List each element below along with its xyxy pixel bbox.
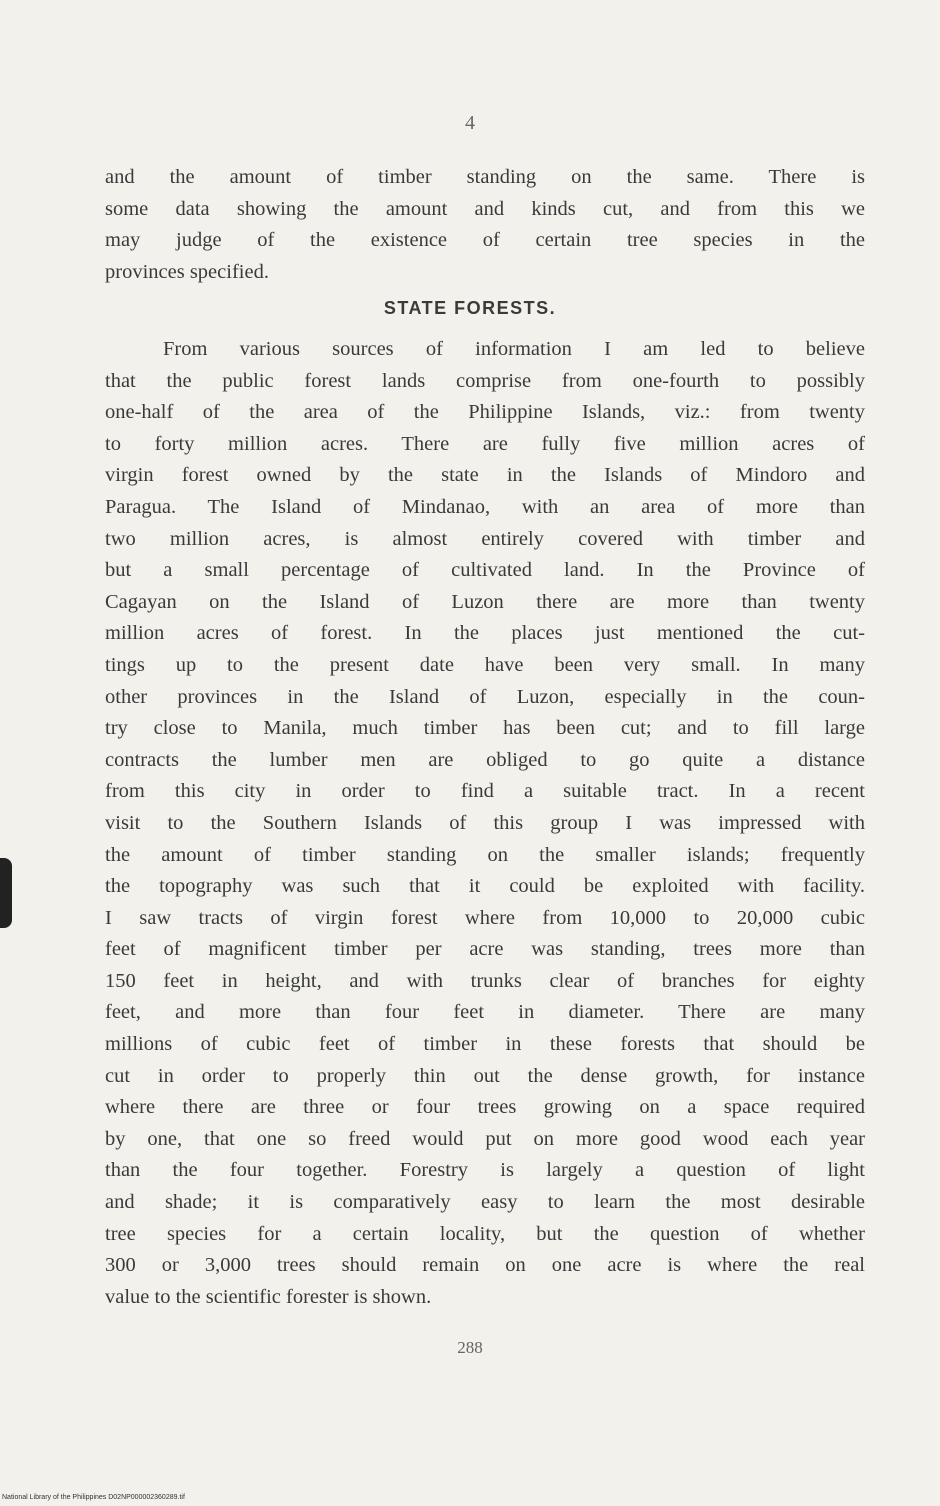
binding-edge-mark bbox=[0, 858, 12, 928]
text-line: where there are three or four trees growing on a space required bbox=[105, 1096, 865, 1119]
text-line: provinces specified. bbox=[105, 260, 269, 283]
text-line: feet of magnificent timber per acre was standing, trees more than bbox=[105, 938, 865, 961]
text-line: the amount of timber standing on the smaller islands; frequently bbox=[105, 843, 865, 866]
text-line: From various sources of information I am led to believe bbox=[163, 338, 865, 360]
text-line: and shade; it is comparatively easy to learn the most desirable bbox=[105, 1191, 865, 1214]
text-line: two million acres, is almost entirely covered with timber and bbox=[105, 527, 865, 550]
text-line: 150 feet in height, and with trunks clear of branches for eighty bbox=[105, 969, 865, 992]
text-line: the topography was such that it could be exploited with facility. bbox=[105, 875, 865, 898]
folio-number: 288 bbox=[457, 1338, 483, 1357]
text-line: from this city in order to find a suitable tract. In a recent bbox=[105, 780, 865, 803]
text-line: some data showing the amount and kinds cut, and from this we bbox=[105, 197, 865, 220]
text-line: tings up to the present date have been very small. In many bbox=[105, 653, 865, 676]
section-heading: STATE FORESTS. bbox=[383, 298, 557, 318]
text-line: that the public forest lands comprise from one-fourth to possibly bbox=[105, 369, 865, 392]
intro-paragraph bbox=[105, 162, 865, 288]
text-line: Cagayan on the Island of Luzon there are more than twenty bbox=[105, 590, 865, 613]
text-line: but a small percentage of cultivated land. In the Province of bbox=[105, 559, 865, 582]
text-line: 300 or 3,000 trees should remain on one acre is where the real bbox=[105, 1254, 865, 1277]
text-line: I saw tracts of virgin forest where from 10,000 to 20,000 cubic bbox=[105, 906, 865, 929]
text-line: tree species for a certain locality, but the question of whether bbox=[105, 1222, 865, 1245]
text-line: million acres of forest. In the places just mentioned the cut- bbox=[105, 622, 865, 645]
text-line: by one, that one so freed would put on more good wood each year bbox=[105, 1127, 865, 1150]
text-line: contracts the lumber men are obliged to go quite a distance bbox=[105, 748, 865, 771]
scan-footer-tag: National Library of the Philippines D02NP000002360289.tif bbox=[2, 1494, 185, 1501]
text-line: than the four together. Forestry is largely a question of light bbox=[105, 1159, 865, 1182]
body-paragraph bbox=[105, 334, 865, 1313]
text-line: may judge of the existence of certain tree species in the bbox=[105, 229, 865, 252]
text-line: cut in order to properly thin out the dense growth, for instance bbox=[105, 1064, 865, 1087]
text-line: one-half of the area of the Philippine Islands, viz.: from twenty bbox=[105, 401, 865, 424]
text-line: other provinces in the Island of Luzon, especially in the coun- bbox=[105, 685, 865, 708]
text-line: value to the scientific forester is shown. bbox=[105, 1285, 432, 1308]
text-line: and the amount of timber standing on the same. There is bbox=[105, 166, 865, 188]
text-line: virgin forest owned by the state in the Islands of Mindoro and bbox=[105, 464, 865, 487]
text-line: to forty million acres. There are fully five million acres of bbox=[105, 432, 865, 455]
page-number: 4 bbox=[465, 112, 475, 134]
text-line: millions of cubic feet of timber in these forests that should be bbox=[105, 1033, 865, 1056]
text-line: Paragua. The Island of Mindanao, with an area of more than bbox=[105, 495, 865, 518]
text-line: try close to Manila, much timber has been cut; and to fill large bbox=[105, 717, 865, 740]
text-line: visit to the Southern Islands of this group I was impressed with bbox=[105, 811, 865, 834]
text-line: feet, and more than four feet in diameter. There are many bbox=[105, 1001, 865, 1024]
